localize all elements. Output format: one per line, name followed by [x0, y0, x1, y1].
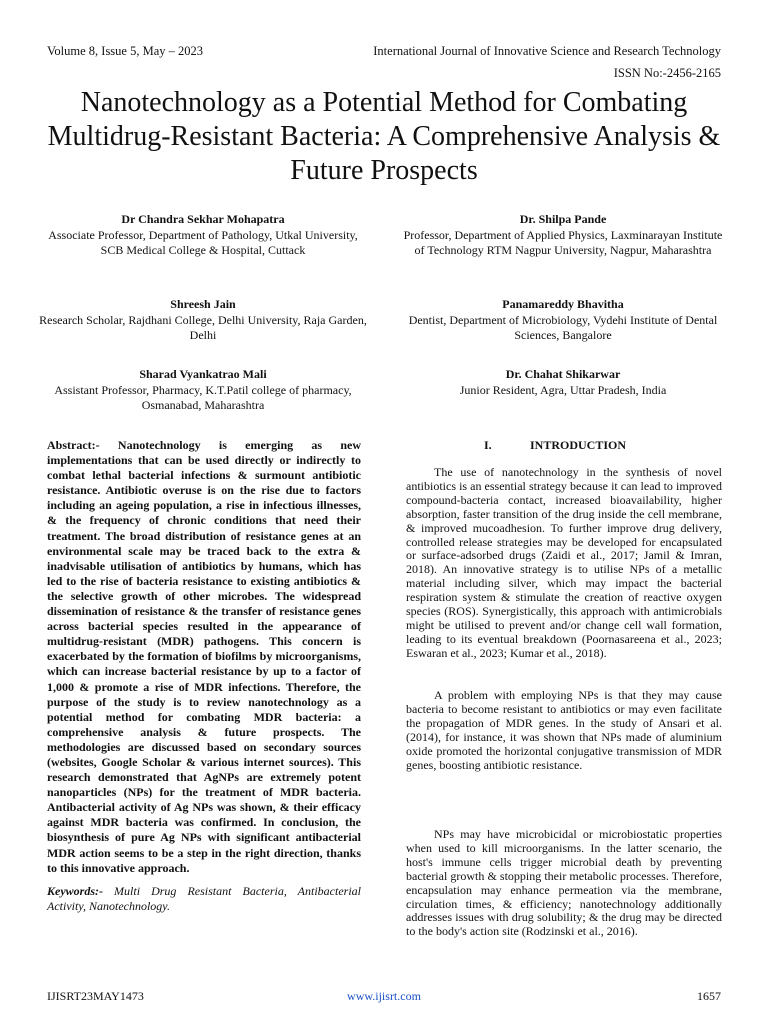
journal-name: International Journal of Innovative Science and Research Technology [373, 44, 721, 58]
intro-paragraph: A problem with employing NPs is that they may cause bacteria to become resistant to antibiotics or may even facilitate the propagation of MDR genes. In the study of Ansari et al. (2014), for instance, it was shown that NPs made of aluminium oxide promoted the horizontal conjugative transmission of MDR genes, boosting antibiotic resistance. [406, 688, 722, 772]
intro-paragraph: NPs may have microbicidal or microbiostatic properties when used to kill microorganisms. In the latter scenario, the host's immune cells trigger microbial death by preventing bacterial growth & stopping their metabolic processes. Therefore, encapsulation may enhance permeation via the membrane, circulation times, & efficiency; nanotechnology additionally addresses issues with drug solubility; & the drug may be directed to the body's action site (Rodzinski et al., 2016). [406, 827, 722, 939]
author-affiliation: Associate Professor, Department of Pathology, Utkal University, SCB Medical College & Hospital, Cuttack [48, 227, 358, 257]
author-name: Sharad Vyankatrao Mali [139, 367, 267, 381]
author-block [398, 212, 728, 259]
paper-id: IJISRT23MAY1473 [47, 989, 144, 1003]
section-title: INTRODUCTION [530, 438, 627, 452]
author-block [38, 367, 368, 414]
author-block [38, 297, 368, 344]
page-number: 1657 [697, 989, 721, 1003]
author-name: Dr. Shilpa Pande [519, 212, 607, 226]
author-name: Dr Chandra Sekhar Mohapatra [121, 212, 285, 226]
author-name: Dr. Chahat Shikarwar [505, 367, 621, 381]
author-block [398, 297, 728, 344]
section-number: I. [484, 438, 492, 452]
author-affiliation: Junior Resident, Agra, Uttar Pradesh, India [459, 382, 667, 397]
keywords [47, 884, 361, 914]
intro-paragraph: The use of nanotechnology in the synthesis of novel antibiotics is an essential strategy because it can lead to improved compound-bacteria contact, increased bioavailability, higher absorption, faster transition of the drug inside the cell membrane, & improved mucoadhesion. To further improve drug delivery, controlled release strategies may be developed for encapsulated or surface-adsorbed drugs (Zaidi et al., 2017; Jamil & Imran, 2018). An innovative strategy is to utilise NPs of a metallic material including silver, which may impact the bacterial respiration system & stimulate the creation of reactive oxygen species (ROS). Synergistically, this approach with antimicrobials might be utilised to prevent and/or change cell wall formation, leading to its eventual breakdown (Poornasareena et al., 2023; Eswaran et al., 2023; Kumar et al., 2018). [406, 465, 722, 660]
author-affiliation: Dentist, Department of Microbiology, Vydehi Institute of Dental Sciences, Bangalore [408, 312, 718, 342]
author-block [38, 212, 368, 259]
journal-issn: ISSN No:-2456-2165 [613, 66, 721, 80]
author-affiliation: Professor, Department of Applied Physics, Laxminarayan Institute of Technology RTM Nagpur University, Nagpur, Maharashtra [403, 227, 723, 257]
author-name: Shreesh Jain [170, 297, 236, 311]
author-name: Panamareddy Bhavitha [502, 297, 624, 311]
author-block [398, 367, 728, 398]
journal-volume: Volume 8, Issue 5, May – 2023 [47, 44, 204, 58]
paper-title: Nanotechnology as a Potential Method for Combating Multidrug-Resistant Bacteria: A Comprehensive Analysis & Future Prospects [47, 87, 721, 186]
abstract-text: Abstract:- Nanotechnology is emerging as new implementations that can be used directly or indirectly to combat lethal bacterial infections & surmount antibiotic resistance. Antibiotic overuse is on the rise due to factors including an ageing population, a rise in infectious illnesses, & the frequency of chronic conditions that need their treatment. The broad distribution of resistance genes at an environmental scale may be traced back to the extra & inadvisable utilisation of antibiotics by humans, which has led to the rise of bacteria resistance to existing antibiotics & the selective growth of other microbes. The widespread dissemination of resistance & the transfer of resistance genes across bacterial species resulted in the appearance of multidrug-resistant (MDR) pathogens. This concern is exacerbated by the formation of biofilms by microorganisms, which can increase bacterial resistance by up to a factor of 1,000 & promote a rise of MDR infections. Therefore, the purpose of the study is to review nanotechnology as a potential method for combating MDR bacteria: a comprehensive analysis & future prospects. The methodologies are discussed based on secondary sources (websites, Google Scholar & various internet sources). This research demonstrated that AgNPs are extremely potent nanoparticles (NPs) for the treatment of MDR bacteria. Antibacterial activity of Ag NPs was shown, & their efficacy against MDR bacteria was confirmed. In conclusion, the biosynthesis of pure Ag NPs with significant antibacterial MDR action seems to be a step in the right direction, thanks to this innovative approach. [47, 438, 361, 875]
author-affiliation: Assistant Professor, Pharmacy, K.T.Patil college of pharmacy, Osmanabad, Maharashtra [54, 382, 352, 412]
keywords-text: Multi Drug Resistant Bacteria, Antibacterial Activity, Nanotechnology. [47, 884, 361, 914]
author-affiliation: Research Scholar, Rajdhani College, Delhi University, Raja Garden, Delhi [39, 312, 367, 342]
journal-website-link[interactable]: www.ijisrt.com [347, 989, 421, 1003]
keywords-label: Keywords:- [47, 884, 103, 898]
